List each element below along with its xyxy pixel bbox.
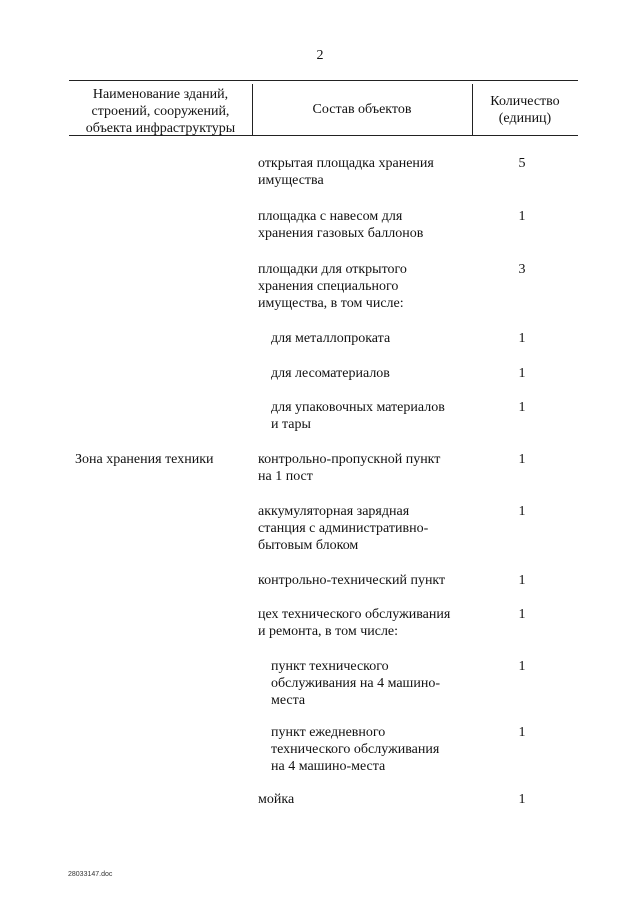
- row-text: для металлопроката: [271, 331, 391, 346]
- row-text: мойка: [258, 792, 295, 807]
- row-qty: 1: [518, 452, 526, 467]
- header-quantity: Количество (единиц): [490, 94, 560, 126]
- row-qty: 3: [518, 262, 526, 277]
- row-qty: 1: [518, 209, 526, 224]
- row-text: для упаковочных материалов и тары: [271, 400, 445, 432]
- row-qty: 1: [518, 504, 526, 519]
- row-qty: 1: [518, 366, 526, 381]
- footer-doc-code: 28033147.doc: [68, 871, 113, 878]
- row-qty: 1: [518, 400, 526, 415]
- row-text: для лесоматериалов: [271, 366, 390, 381]
- row-qty: 1: [518, 725, 526, 740]
- header-composition: Состав объектов: [312, 102, 412, 117]
- table-top-rule: [69, 80, 578, 81]
- row-text: контрольно-технический пункт: [258, 573, 446, 588]
- row-text: площадки для открытого хранения специального имущества, в том числе:: [258, 262, 407, 311]
- header-name: Наименование зданий, строений, сооружений, объекта инфраструктуры: [85, 87, 236, 136]
- row-qty: 5: [518, 156, 526, 171]
- row-text: открытая площадка хранения имущества: [258, 156, 434, 188]
- zone-name: Зона хранения техники: [75, 452, 214, 467]
- row-text: пункт ежедневного технического обслуживания на 4 машино-места: [271, 725, 440, 774]
- row-qty: 1: [518, 331, 526, 346]
- row-text: аккумуляторная зарядная станция с административно- бытовым блоком: [258, 504, 429, 553]
- row-qty: 1: [518, 659, 526, 674]
- page-number: 2: [316, 48, 324, 63]
- row-text: площадка с навесом для хранения газовых баллонов: [258, 209, 424, 241]
- row-qty: 1: [518, 792, 526, 807]
- row-text: пункт технического обслуживания на 4 машино- места: [271, 659, 440, 708]
- row-text: контрольно-пропускной пункт на 1 пост: [258, 452, 441, 484]
- row-qty: 1: [518, 573, 526, 588]
- row-qty: 1: [518, 607, 526, 622]
- header-bottom-rule: [69, 135, 578, 136]
- row-text: цех технического обслуживания и ремонта, в том числе:: [258, 607, 451, 639]
